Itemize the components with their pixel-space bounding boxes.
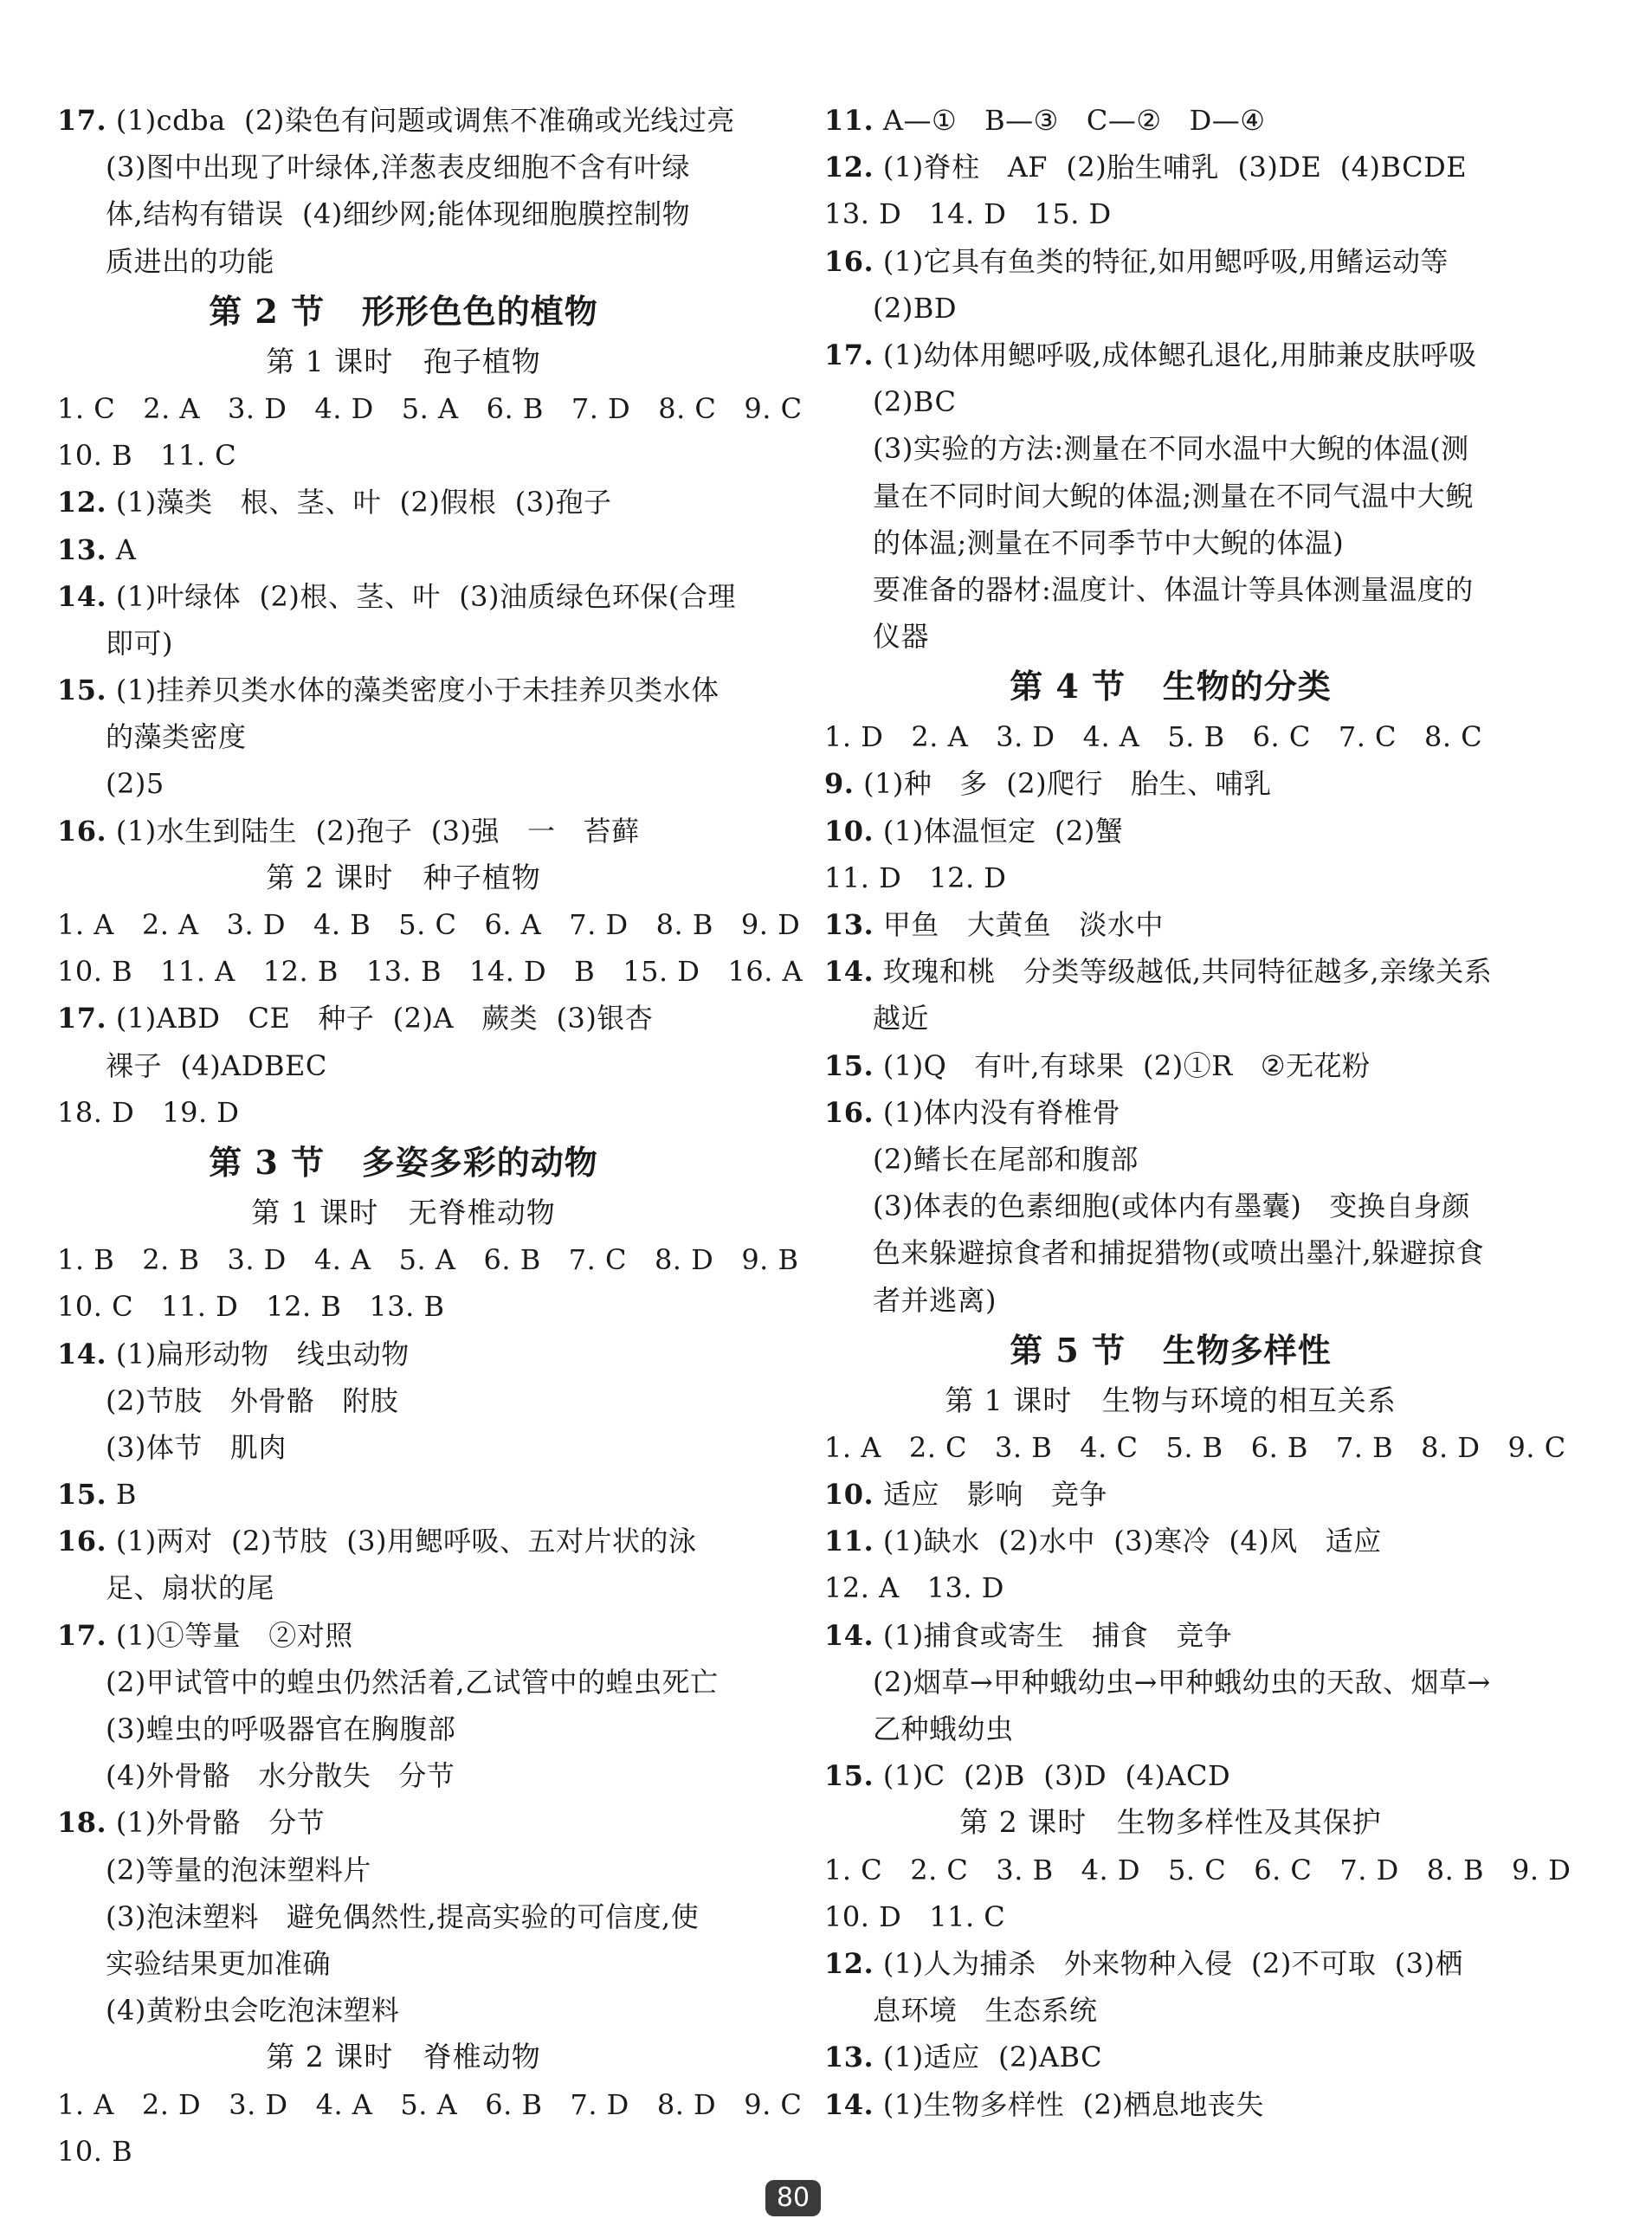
answer-text: (1)种 多 (2)爬行 胎生、哺乳: [854, 767, 1272, 801]
answer-continuation: (2)烟草→甲种蛾幼虫→甲种蛾幼虫的天敌、烟草→: [873, 1665, 1491, 1699]
answer-continuation: (2)5: [106, 767, 165, 801]
lesson-heading: 第 1 课时 无脊椎动物: [251, 1195, 556, 1229]
question-number: 16.: [57, 814, 107, 848]
section-heading: 第 4 节 生物的分类: [1010, 667, 1332, 706]
answer-line: 1. C 2. A 3. D 4. D 5. A 6. B 7. D 8. C 9. C: [57, 391, 803, 425]
answer-line: [824, 1752, 1517, 1799]
answer-continuation: 质进出的功能: [106, 244, 275, 278]
answer-continuation: (2)BC: [873, 385, 957, 419]
answer-line: [57, 1612, 750, 1659]
right-column: [824, 97, 1571, 2128]
answer-continuation: (4)外骨骼 水分散失 分节: [106, 1759, 455, 1793]
answer-line: 1. D 2. A 3. D 4. A 5. B 6. C 7. C 8. C: [824, 720, 1483, 754]
answer-text: (1)cdba (2)染色有问题或调焦不准确或光线过亮: [106, 104, 735, 137]
answer-line: [824, 2081, 1517, 2128]
answer-line: [824, 1042, 1517, 1089]
answer-continuation: 者并逃离): [873, 1283, 997, 1317]
answer-line: [824, 97, 1517, 144]
question-number: 15.: [57, 674, 107, 707]
lesson-heading: 第 1 课时 孢子植物: [266, 344, 541, 378]
question-number: 14.: [824, 1618, 874, 1652]
answer-line: [824, 948, 1517, 995]
question-number: 17.: [57, 1002, 107, 1035]
answer-line: [57, 667, 750, 713]
answer-line: 12. A 13. D: [824, 1571, 1004, 1605]
answer-continuation: 量在不同时间大鲵的体温;测量在不同气温中大鲵: [873, 479, 1474, 513]
answer-line: [57, 479, 750, 526]
question-number: 15.: [824, 1048, 874, 1082]
answer-line: 13. D 14. D 15. D: [824, 197, 1112, 231]
answer-continuation: 的体温;测量在不同季节中大鲵的体温): [873, 526, 1345, 559]
answer-text: (1)ABD CE 种子 (2)A 蕨类 (3)银杏: [106, 1002, 654, 1035]
answer-continuation: 乙种蛾幼虫: [873, 1712, 1014, 1745]
answer-continuation: 仪器: [873, 620, 930, 654]
left-column: [57, 97, 803, 2175]
question-number: 12.: [824, 1946, 874, 1980]
answer-text: (1)藻类 根、茎、叶 (2)假根 (3)孢子: [106, 486, 612, 519]
answer-line: [57, 97, 750, 144]
answer-text: (1)人为捕杀 外来物种入侵 (2)不可取 (3)栖: [874, 1946, 1464, 1980]
answer-line: [824, 808, 1517, 855]
answer-line: [824, 1612, 1517, 1659]
lesson-heading: 第 2 课时 生物多样性及其保护: [959, 1805, 1382, 1840]
question-number: 9.: [824, 767, 855, 801]
answer-text: (1)外骨骼 分节: [106, 1806, 326, 1840]
answer-continuation: (3)实验的方法:测量在不同水温中大鲵的体温(测: [873, 432, 1469, 466]
answer-continuation: (2)BD: [873, 291, 957, 325]
answer-line: [824, 332, 1517, 378]
question-number: 14.: [824, 955, 874, 989]
answer-line: 11. D 12. D: [824, 861, 1007, 894]
answer-text: (1)Q 有叶,有球果 (2)①R ②无花粉: [874, 1048, 1371, 1082]
answer-continuation: (4)黄粉虫会吃泡沫塑料: [106, 1994, 400, 2028]
answer-line: [824, 238, 1517, 285]
answer-text: (1)①等量 ②对照: [106, 1618, 353, 1652]
question-number: 16.: [824, 1095, 874, 1129]
question-number: 16.: [57, 1525, 107, 1558]
question-number: 18.: [57, 1806, 107, 1840]
answer-text: (1)C (2)B (3)D (4)ACD: [874, 1759, 1231, 1793]
answer-line: [824, 1089, 1517, 1136]
question-number: 16.: [824, 244, 874, 278]
question-number: 14.: [824, 2087, 874, 2121]
answer-text: A: [106, 532, 137, 566]
question-number: 17.: [57, 1618, 107, 1652]
answer-line: 18. D 19. D: [57, 1095, 240, 1129]
answer-line: 1. A 2. D 3. D 4. A 5. A 6. B 7. D 8. D 9. C: [57, 2087, 803, 2121]
answer-line: [824, 760, 1517, 807]
answer-line: [824, 144, 1517, 190]
answer-continuation: 息环境 生态系统: [873, 1994, 1098, 2028]
answer-text: (1)体温恒定 (2)蟹: [874, 814, 1124, 848]
answer-continuation: (2)甲试管中的蝗虫仍然活着,乙试管中的蝗虫死亡: [106, 1665, 719, 1699]
answer-line: [57, 1471, 750, 1518]
answer-line: [824, 901, 1517, 948]
question-number: 14.: [57, 1337, 107, 1370]
question-number: 10.: [824, 1478, 874, 1512]
answer-line: 10. C 11. D 12. B 13. B: [57, 1290, 445, 1324]
question-number: 13.: [824, 908, 874, 941]
answer-text: (1)适应 (2)ABC: [874, 2041, 1103, 2074]
answer-text: (1)两对 (2)节肢 (3)用鳃呼吸、五对片状的泳: [106, 1525, 697, 1558]
answer-line: [824, 1518, 1517, 1564]
answer-line: 1. C 2. C 3. B 4. D 5. C 6. C 7. D 8. B 9. D: [824, 1853, 1571, 1886]
answer-continuation: 体,结构有错误 (4)细纱网;能体现细胞膜控制物: [106, 197, 691, 231]
answer-continuation: (3)体节 肌肉: [106, 1430, 287, 1464]
lesson-heading: 第 1 课时 生物与环境的相互关系: [945, 1383, 1397, 1417]
question-number: 17.: [824, 338, 874, 371]
answer-continuation: 实验结果更加准确: [106, 1946, 332, 1980]
question-number: 13.: [57, 532, 107, 566]
answer-text: (1)叶绿体 (2)根、茎、叶 (3)油质绿色环保(合理: [106, 579, 737, 613]
answer-line: 1. A 2. A 3. D 4. B 5. C 6. A 7. D 8. B 9. D: [57, 908, 801, 941]
answer-text: (1)它具有鱼类的特征,如用鳃呼吸,用鳍运动等: [874, 244, 1449, 278]
section-heading: 第 5 节 生物多样性: [1010, 1330, 1332, 1370]
answer-text: (1)体内没有脊椎骨: [874, 1095, 1121, 1129]
answer-text: 适应 影响 竞争: [874, 1478, 1107, 1512]
answer-line: 10. D 11. C: [824, 1899, 1006, 1933]
answer-text: (1)捕食或寄生 捕食 竞争: [874, 1618, 1233, 1652]
answer-line: [57, 573, 750, 620]
answer-line: 1. B 2. B 3. D 4. A 5. A 6. B 7. C 8. D 9. B: [57, 1243, 799, 1277]
answer-line: [57, 526, 750, 573]
answer-text: (1)水生到陆生 (2)孢子 (3)强 一 苔藓: [106, 814, 640, 848]
answer-text: (1)缺水 (2)水中 (3)寒冷 (4)风 适应: [874, 1525, 1382, 1558]
answer-line: [824, 1940, 1517, 1987]
lesson-heading: 第 2 课时 种子植物: [266, 860, 541, 894]
answer-continuation: (3)图中出现了叶绿体,洋葱表皮细胞不含有叶绿: [106, 151, 691, 184]
answer-line: [57, 995, 750, 1042]
question-number: 12.: [824, 151, 874, 184]
section-heading: 第 3 节 多姿多彩的动物: [209, 1142, 598, 1182]
answer-text: (1)挂养贝类水体的藻类密度小于未挂养贝类水体: [106, 674, 720, 707]
answer-text: (1)生物多样性 (2)栖息地丧失: [874, 2087, 1264, 2121]
answer-text: B: [106, 1478, 137, 1512]
answer-text: 玫瑰和桃 分类等级越低,共同特征越多,亲缘关系: [874, 955, 1493, 989]
question-number: 11.: [824, 1525, 874, 1558]
answer-continuation: 要准备的器材:温度计、体温计等具体测量温度的: [873, 572, 1474, 606]
answer-continuation: 即可): [106, 626, 173, 660]
answer-continuation: (2)鳍长在尾部和腹部: [873, 1142, 1139, 1176]
question-number: 11.: [824, 104, 874, 137]
answer-line: [824, 1471, 1517, 1518]
question-number: 12.: [57, 486, 107, 519]
answer-continuation: (3)泡沫塑料 避免偶然性,提高实验的可信度,使: [106, 1899, 700, 1933]
question-number: 14.: [57, 579, 107, 613]
answer-text: (1)扁形动物 线虫动物: [106, 1337, 410, 1370]
answer-text: A—① B—③ C—② D—④: [874, 104, 1266, 137]
answer-continuation: (2)节肢 外骨骼 附肢: [106, 1383, 399, 1417]
answer-continuation: 足、扇状的尾: [106, 1571, 275, 1605]
answer-line: [57, 808, 750, 855]
answer-line: [57, 1799, 750, 1846]
section-heading: 第 2 节 形形色色的植物: [209, 291, 598, 331]
answer-line: [57, 1518, 750, 1564]
question-number: 15.: [57, 1478, 107, 1512]
answer-continuation: (3)体表的色素细胞(或体内有墨囊) 变换自身颜: [873, 1190, 1470, 1223]
answer-continuation: 越近: [873, 1002, 930, 1035]
answer-continuation: 裸子 (4)ADBEC: [106, 1048, 327, 1082]
question-number: 13.: [824, 2041, 874, 2074]
lesson-heading: 第 2 课时 脊椎动物: [266, 2040, 541, 2074]
answer-text: 甲鱼 大黄鱼 淡水中: [874, 908, 1164, 941]
answer-line: 1. A 2. C 3. B 4. C 5. B 6. B 7. B 8. D 9. C: [824, 1430, 1566, 1464]
answer-line: 10. B 11. C: [57, 439, 237, 473]
question-number: 15.: [824, 1759, 874, 1793]
answer-text: (1)幼体用鳃呼吸,成体鳃孔退化,用肺兼皮肤呼吸: [874, 338, 1477, 371]
answer-continuation: 色来躲避掠食者和捕捉猎物(或喷出墨汁,躲避掠食: [873, 1236, 1485, 1270]
page-number: 80: [765, 2180, 821, 2216]
answer-text: (1)脊柱 AF (2)胎生哺乳 (3)DE (4)BCDE: [874, 151, 1468, 184]
answer-continuation: (3)蝗虫的呼吸器官在胸腹部: [106, 1712, 456, 1745]
answer-line: 10. B: [57, 2134, 133, 2168]
answer-continuation: (2)等量的泡沫塑料片: [106, 1853, 371, 1886]
question-number: 10.: [824, 814, 874, 848]
answer-line: 10. B 11. A 12. B 13. B 14. D B 15. D 16. A: [57, 955, 803, 989]
question-number: 17.: [57, 104, 107, 137]
answer-continuation: 的藻类密度: [106, 720, 247, 754]
answer-line: [57, 1331, 750, 1377]
answer-line: [824, 2034, 1517, 2080]
